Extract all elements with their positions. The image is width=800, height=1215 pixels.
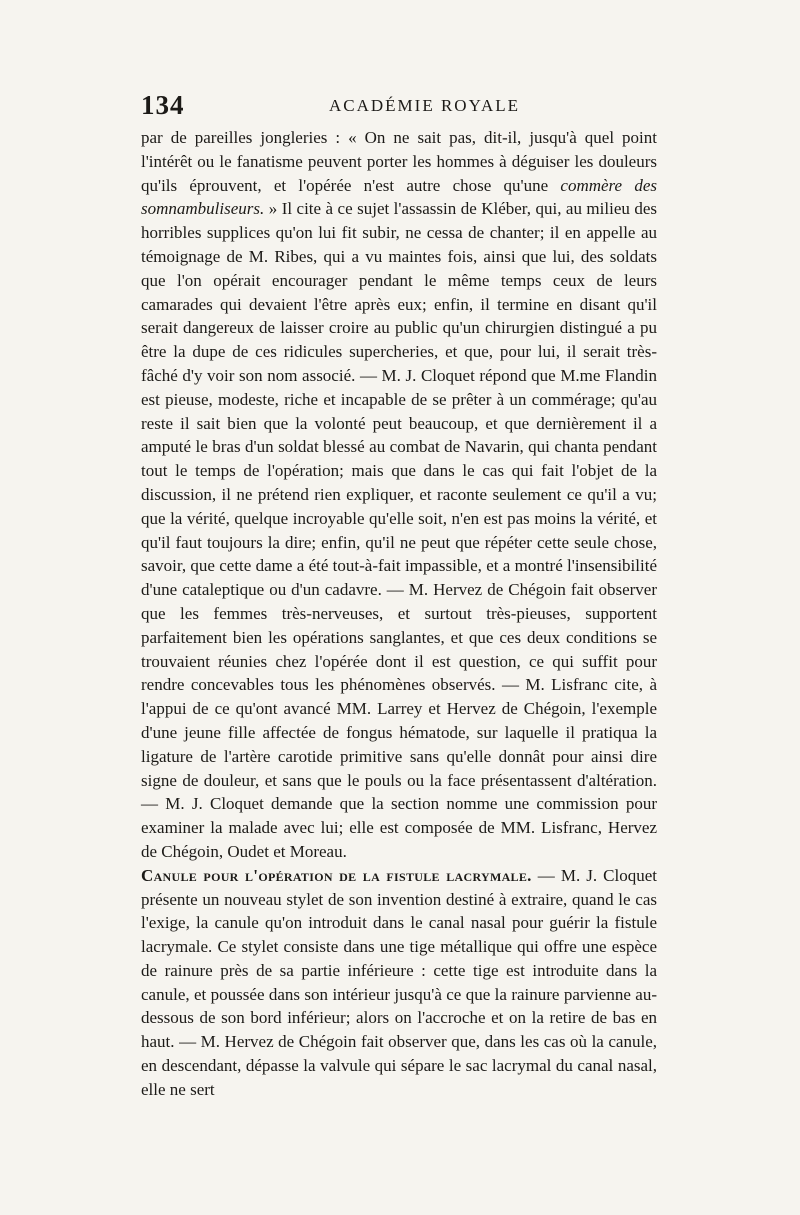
section-heading: Canule pour l'opération de la fistule lacrymale. bbox=[141, 865, 532, 885]
paragraph-1-text-b: » Il cite à ce sujet l'assassin de Kléber, qui, au milieu des horribles supplices qu'on lui fit subir, ne cessa de chanter; il en appelle au témoignage de M. Ribes, qui a vu maintes fois, ainsi que lui, des soldats que l'on opérait encourager pendant le même temps ceux de leurs camarades qui devaient l'être après eux; enfin, il termine en disant qu'il serait dangereux de laisser croire au public qu'un chirurgien distingué a pu être la dupe de ces ridicules supercheries, et que, pour lui, il serait très-fâché d'y voir son nom associé. — M. J. Cloquet répond que M.me Flandin est pieuse, modeste, riche et incapable de se prêter à un commérage; qu'au reste il sait bien que la volonté peut beaucoup, et que dernièrement il a amputé le bras d'un soldat blessé au combat de Navarin, qui chanta pendant tout le temps de l'opération; mais que dans le cas qui fait l'objet de la discussion, il ne prétend rien expliquer, et raconte seulement ce qu'il a vu; que la vérité, quelque incroyable qu'elle soit, n'en est pas moins la vérité, et qu'il faut toujours la dire; enfin, qu'il ne peut que répéter cette seule chose, savoir, que cette dame a été tout-à-fait impassible, et a montré l'insensibilité d'une cataleptique ou d'un cadavre. — M. Hervez de Chégoin fait observer que les femmes très-nerveuses, et surtout très-pieuses, supportent parfaitement bien les opérations sanglantes, et que ces deux conditions se trouvaient réunies chez l'opérée dont il est question, ce qui suffit pour rendre concevables tous les phénomènes observés. — M. Lisfranc cite, à l'appui de ce qu'ont avancé MM. Larrey et Hervez de Chégoin, l'exemple d'une jeune fille affectée de fongus hématode, sur laquelle il pratiqua la ligature de l'artère carotide primitive sans qu'elle donnât pour ainsi dire signe de douleur, et sans que le pouls ou la face présentassent d'altération. — M. J. Cloquet demande que la section nomme une commission pour examiner la malade avec lui; elle est composée de MM. Lisfranc, Hervez de Chégoin, Oudet et Moreau. bbox=[141, 199, 657, 861]
page-number: 134 bbox=[141, 90, 185, 120]
paragraph-1-italic: commère des somnambuliseurs. bbox=[141, 175, 657, 219]
body-text bbox=[141, 126, 657, 1102]
paragraph-2-text: — M. J. Cloquet présente un nouveau stylet de son invention destiné à extraire, quand le cas l'exige, la canule qu'on introduit dans le canal nasal pour guérir la fistule lacrymale. Ce stylet consiste dans une tige métallique qui offre une espèce de rainure près de sa partie inférieure : cette tige est introduite dans la canule, et poussée dans son intérieur jusqu'à ce que la rainure parvienne au-dessous de son bord inférieur; alors on l'accroche et on la retire de bas en haut. — M. Hervez de Chégoin fait observer que, dans les cas où la canule, en descendant, dépasse la valvule qui sépare le sac lacrymal du canal nasal, elle ne sert bbox=[141, 865, 657, 1099]
paragraph-2 bbox=[141, 864, 657, 1102]
paragraph-1 bbox=[141, 126, 657, 864]
running-head: ACADÉMIE ROYALE bbox=[329, 96, 521, 115]
paragraph-1-text-a: par de pareilles jongleries : « On ne sait pas, dit-il, jusqu'à quel point l'intérêt ou le fanatisme peuvent porter les hommes à déguiser les douleurs qu'ils éprouvent, et l'opérée n'est autre chose qu'une bbox=[141, 128, 657, 195]
page-header bbox=[141, 90, 678, 126]
